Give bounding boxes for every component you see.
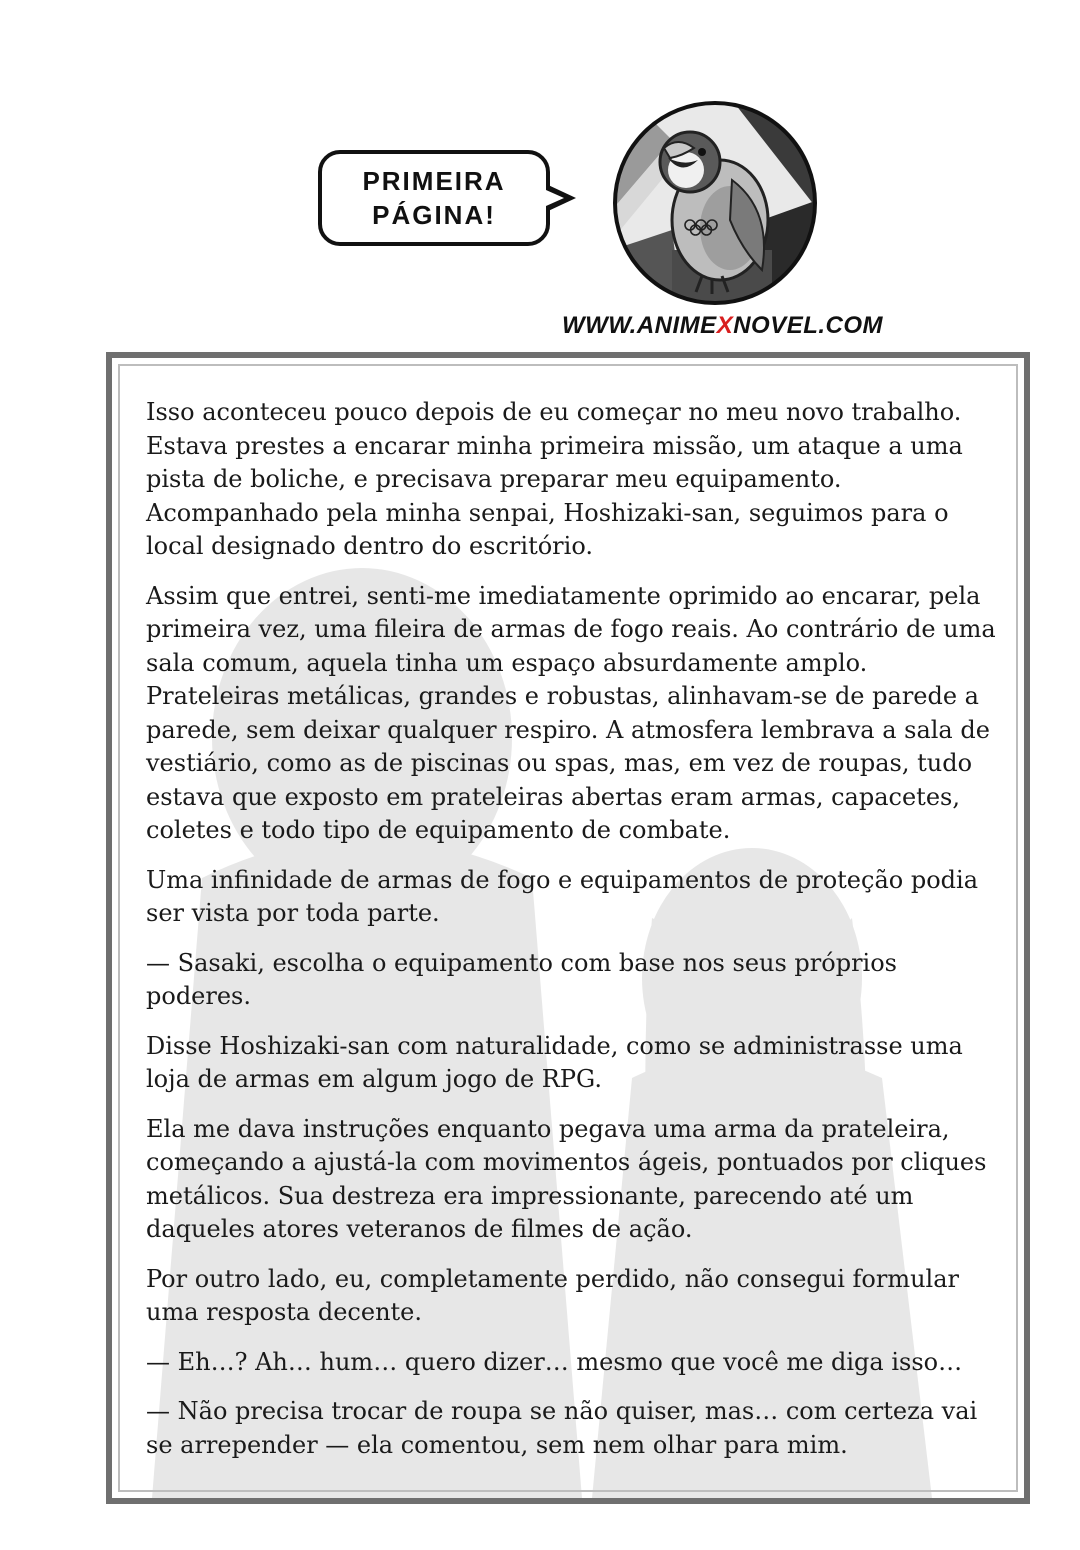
story-text xyxy=(146,396,1008,1478)
bubble-line-1: PRIMEIRA xyxy=(362,166,506,196)
paragraph: Isso aconteceu pouco depois de eu começar no meu novo trabalho. Estava prestes a encarar minha primeira missão, um ataque a uma pista de boliche, e precisava preparar meu equipamento. Acompanhado pela minha senpai, Hoshizaki-san, seguimos para o local designado dentro do escritório. xyxy=(146,398,963,560)
paragraph: Ela me dava instruções enquanto pegava uma arma da prateleira, começando a ajustá-la com movimentos ágeis, pontuados por cliques metálicos. Sua destreza era impressionante, parecendo até um daqueles atores veteranos de filmes de ação. xyxy=(146,1114,987,1243)
site-url xyxy=(562,312,892,340)
text-frame xyxy=(106,352,1030,1504)
site-url-part1: WWW.ANIME xyxy=(562,312,717,339)
paragraph: Assim que entrei, senti-me imediatamente oprimido ao encarar, pela primeira vez, uma fileira de armas de fogo reais. Ao contrário de uma sala comum, aquela tinha um espaço absurdamente amplo. Prateleiras metálicas, grandes e robustas, alinhavam-se de parede a parede, sem deixar qualquer respiro. A atmosfera lembrava a sala de vestiário, como as de piscinas ou spas, mas, em vez de roupas, tudo estava que exposto em prateleiras abertas eram armas, capacetes, coletes e todo tipo de equipamento de combate. xyxy=(146,581,996,844)
paragraph: — Eh…? Ah… hum… quero dizer… mesmo que você me diga isso… xyxy=(146,1347,963,1376)
site-url-x: X xyxy=(716,312,734,339)
bubble-line-2: PÁGINA! xyxy=(372,200,496,230)
speech-bubble-text xyxy=(318,164,550,232)
bird-mascot-icon xyxy=(612,100,818,306)
paragraph: Disse Hoshizaki-san com naturalidade, como se administrasse uma loja de armas em algum jogo de RPG. xyxy=(146,1031,963,1093)
paragraph: Uma infinidade de armas de fogo e equipamentos de proteção podia ser vista por toda parte. xyxy=(146,865,978,927)
paragraph: — Não precisa trocar de roupa se não quiser, mas… com certeza vai se arrepender — ela comentou, sem nem olhar para mim. xyxy=(146,1397,978,1459)
paragraph: — Sasaki, escolha o equipamento com base nos seus próprios poderes. xyxy=(146,948,897,1010)
site-url-part2: NOVEL.COM xyxy=(733,312,884,339)
paragraph: Por outro lado, eu, completamente perdido, não consegui formular uma resposta decente. xyxy=(146,1264,959,1326)
